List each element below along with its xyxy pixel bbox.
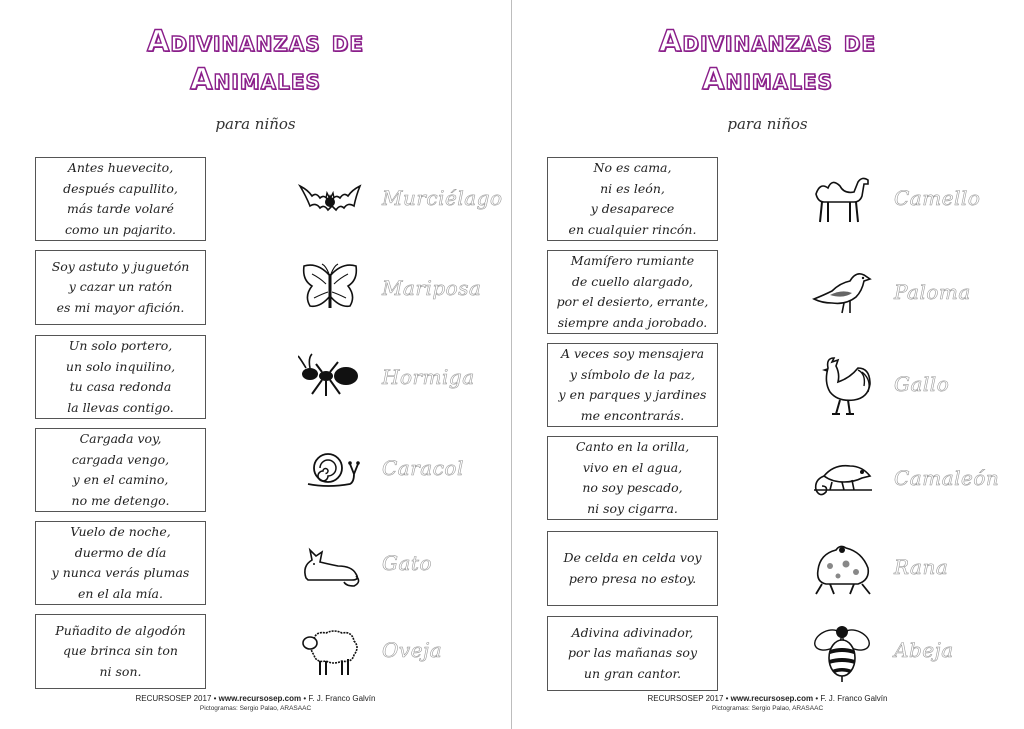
riddle-line: después capullito,	[63, 180, 178, 196]
answer-word: Gallo	[894, 372, 950, 396]
riddle-line: Canto en la orilla,	[575, 439, 690, 454]
answer-word: Camello	[894, 186, 981, 210]
riddle-line: ni soy cigarra.	[587, 500, 678, 516]
footer-right: • F. J. Franco Galvín	[815, 694, 888, 703]
footer-site-link[interactable]: www.recursosep.com	[730, 694, 814, 703]
riddle-line: y en parques y jardines	[558, 387, 707, 402]
worksheet-page-left	[0, 0, 511, 729]
answer-word: Abeja	[894, 638, 954, 662]
riddle-line: Puñadito de algodón	[55, 622, 186, 638]
riddle-line: me encontrarás.	[580, 407, 685, 423]
riddle-line: como un pajarito.	[64, 221, 176, 237]
riddle-line: de cuello alargado,	[571, 273, 694, 289]
riddle-line: A veces soy mensajera	[560, 346, 705, 361]
answer-word: Mariposa	[382, 276, 482, 300]
riddle-line: ni es león,	[600, 180, 665, 196]
answer-word: Rana	[894, 555, 949, 579]
riddle-line: Mamífero rumiante	[570, 253, 695, 268]
riddle-line: por el desierto, errante,	[556, 294, 709, 309]
riddle-line: y símbolo de la paz,	[569, 366, 696, 382]
page-title-line2: Animales	[702, 62, 833, 96]
cat-icon	[298, 538, 362, 590]
riddle-line: Un solo portero,	[68, 338, 173, 353]
riddle-line: Soy astuto y juguetón	[51, 258, 190, 274]
answer-word: Hormiga	[382, 365, 475, 389]
pictogram-credits: Pictogramas: Sergio Palao, ARASAAC	[199, 705, 312, 712]
sheep-icon	[298, 625, 362, 677]
riddle-box	[35, 157, 206, 241]
riddle-box	[35, 521, 206, 605]
ant-icon	[298, 350, 362, 402]
answer-word: Paloma	[894, 280, 971, 304]
riddle-line: y desaparece	[590, 201, 675, 216]
pigeon-icon	[810, 265, 874, 317]
footer-left: RECURSOSEP 2017 •	[647, 694, 729, 703]
butterfly-icon	[298, 262, 362, 314]
riddle-line: duermo de día	[74, 544, 167, 560]
frog-icon	[810, 540, 874, 596]
page-subtitle: para niños	[215, 115, 296, 133]
riddle-box	[547, 616, 718, 691]
page-footer	[0, 694, 511, 703]
riddle-line: un solo inquilino,	[65, 358, 176, 374]
riddle-line: pero presa no estoy.	[568, 570, 697, 586]
answer-word: Oveja	[382, 638, 443, 662]
riddle-line: cargada vengo,	[71, 451, 170, 467]
riddle-box	[547, 250, 718, 334]
riddle-line: y nunca verás plumas	[51, 565, 190, 580]
answer-word: Gato	[382, 551, 432, 575]
riddle-line: Vuelo de noche,	[70, 524, 171, 539]
riddle-line: Adivina adivinador,	[571, 624, 694, 640]
worksheet-page-right	[512, 0, 1023, 729]
footer-right: • F. J. Franco Galvín	[303, 694, 376, 703]
riddle-line: en el ala mía.	[78, 585, 163, 601]
riddle-box	[547, 343, 718, 427]
riddle-line: tu casa redonda	[69, 379, 172, 394]
riddle-box	[35, 614, 206, 689]
riddle-line: más tarde volaré	[67, 201, 174, 216]
riddle-line: la llevas contigo.	[67, 399, 174, 415]
riddle-line: vivo en el agua,	[582, 459, 683, 475]
snail-icon	[298, 444, 362, 496]
riddle-line: y en el camino,	[72, 472, 169, 487]
rooster-icon	[810, 354, 874, 416]
riddle-line: que brinca sin ton	[63, 643, 178, 659]
page-footer	[512, 694, 1023, 703]
riddle-line: un gran cantor.	[583, 665, 682, 681]
riddle-line: en cualquier rincón.	[568, 221, 697, 237]
bat-icon	[298, 174, 362, 226]
footer-site-link[interactable]: www.recursosep.com	[218, 694, 302, 703]
riddle-line: y cazar un ratón	[68, 279, 173, 295]
riddle-line: siempre anda jorobado.	[557, 314, 708, 330]
riddle-line: no me detengo.	[71, 492, 170, 508]
answer-word: Camaleón	[894, 466, 1000, 490]
riddle-line: ni son.	[99, 663, 142, 679]
page-title-line2: Animales	[190, 62, 321, 96]
riddle-line: no soy pescado,	[582, 480, 683, 495]
riddle-line: Antes huevecito,	[67, 160, 174, 175]
page-title-line1: Adivinanzas de	[658, 24, 877, 58]
riddle-line: por las mañanas soy	[567, 645, 698, 661]
riddle-line: De celda en celda voy	[563, 550, 702, 565]
riddle-line: es mi mayor afición.	[56, 299, 185, 315]
riddle-box	[35, 335, 206, 419]
page-subtitle: para niños	[727, 115, 808, 133]
answer-word: Caracol	[382, 456, 464, 480]
riddle-box	[35, 428, 206, 512]
camel-icon	[810, 172, 874, 224]
riddle-box	[547, 157, 718, 241]
riddle-box	[35, 250, 206, 325]
pictogram-credits: Pictogramas: Sergio Palao, ARASAAC	[711, 705, 824, 712]
riddle-box	[547, 531, 718, 606]
bee-icon	[810, 620, 874, 684]
riddle-line: No es cama,	[593, 160, 672, 175]
riddle-line: Cargada voy,	[79, 431, 162, 446]
page-title-line1: Adivinanzas de	[146, 24, 365, 58]
footer-left: RECURSOSEP 2017 •	[135, 694, 217, 703]
chameleon-icon	[810, 452, 874, 504]
riddle-box	[547, 436, 718, 520]
answer-word: Murciélago	[382, 186, 503, 210]
